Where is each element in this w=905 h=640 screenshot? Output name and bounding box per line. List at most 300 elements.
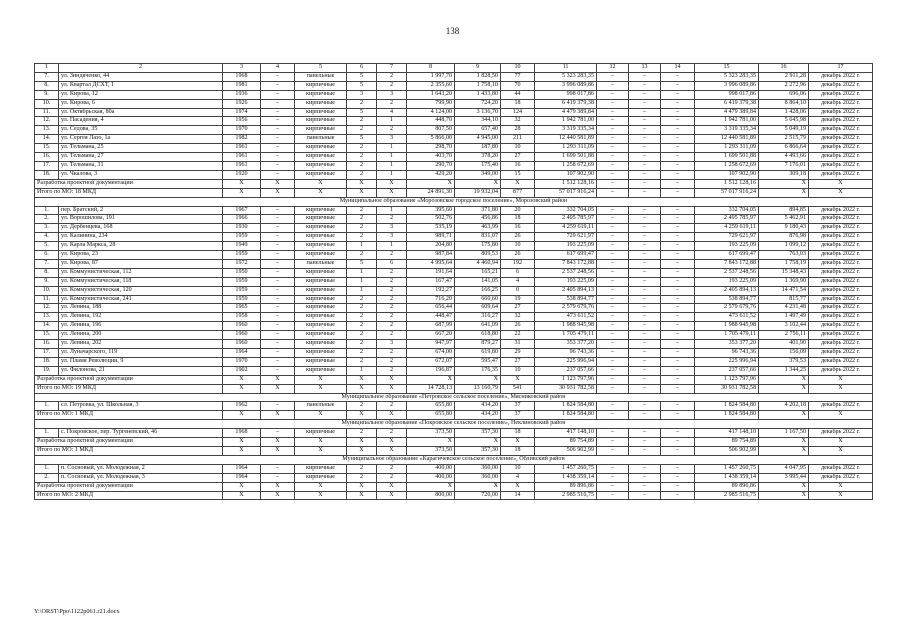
design-docs-row [35,482,873,491]
table-cell: 360,00 [455,473,501,482]
table-cell: X [261,384,295,393]
table-cell: 1 099,12 [759,242,809,251]
table-cell: – [597,295,629,304]
table-cell: 729 621,97 [535,233,597,242]
table-row [35,259,873,268]
table-cell: 1902 [223,366,261,375]
table-cell: ул. Кирова, 6 [59,99,223,108]
table-cell: 2 [377,429,407,438]
table-cell: декабрь 2022 г. [809,242,873,251]
table-cell: – [261,473,295,482]
table-cell: – [661,277,695,286]
table-cell: 2 537 248,56 [695,268,759,277]
table-cell: 19 932,04 [455,188,501,197]
subtotal-row [35,491,873,500]
table-cell: 1 699 501,88 [535,153,597,162]
table-cell: 17. [35,349,59,358]
table-cell: 2 [347,349,377,358]
table-cell: – [261,242,295,251]
table-cell: X [347,179,377,188]
table-cell: ул. Ленина, 188 [59,304,223,313]
table-row [35,251,873,260]
table-cell: 400,00 [407,464,455,473]
table-cell: 1961 [223,161,261,170]
table-cell: Итого по МО: 18 МКД [35,188,223,197]
table-cell: 31 [501,340,535,349]
table-cell: – [661,366,695,375]
table-cell: 298,70 [407,144,455,153]
table-cell: 2 [377,215,407,224]
table-cell: X [223,491,261,500]
table-cell: X [809,411,873,420]
table-cell: – [661,99,695,108]
table-cell: 2 [347,170,377,179]
table-cell: 401,90 [759,340,809,349]
table-cell: 2 [347,313,377,322]
table-cell: X [377,188,407,197]
table-cell: 349,00 [455,170,501,179]
table-cell: 1970 [223,357,261,366]
table-cell: кирпичные [295,206,347,215]
table-cell: 10 [501,144,535,153]
table-cell: – [261,233,295,242]
table-cell: 4 945,00 [455,135,501,144]
table-cell: 417 148,10 [695,429,759,438]
table-cell: 8. [35,268,59,277]
table-cell: 1960 [223,340,261,349]
table-cell: 17. [35,161,59,170]
table-cell: 687,99 [407,322,455,331]
table-cell: Разработка проектной документации [35,179,223,188]
table-cell: ул. Пасадения, 4 [59,117,223,126]
table-cell: – [629,277,661,286]
table-cell: 30 931 782,58 [535,384,597,393]
table-row [35,295,873,304]
table-cell: – [261,340,295,349]
page-number: 138 [445,26,460,36]
table-cell: 5 866,00 [407,135,455,144]
table-cell: 2 [377,277,407,286]
table-cell: декабрь 2022 г. [809,108,873,117]
table-cell: X [809,384,873,393]
table-cell: декабрь 2022 г. [809,357,873,366]
table-cell: ул. Тельмана, 31 [59,161,223,170]
table-cell: 403,70 [407,153,455,162]
table-cell: 2 [377,402,407,411]
table-cell: кирпичные [295,268,347,277]
table-cell: ул. Тельмана, 27 [59,153,223,162]
table-cell: 13 160,79 [455,384,501,393]
table-cell: 655,80 [407,402,455,411]
table-cell: – [597,135,629,144]
table-cell: декабрь 2022 г. [809,313,873,322]
table-cell: – [629,72,661,81]
table-cell: 2 [347,206,377,215]
table-cell: Муниципальное образование «Покровское сельское поселение», Неклиновский район [35,420,873,429]
table-cell: 4 259 619,11 [535,224,597,233]
table-cell: Разработка проектной документации [35,438,223,447]
table-cell: декабрь 2022 г. [809,295,873,304]
table-cell: 1956 [223,117,261,126]
table-cell: – [261,99,295,108]
table-cell: 15 348,43 [759,268,809,277]
table-cell: – [661,153,695,162]
table-cell: кирпичные [295,99,347,108]
column-number-row [35,64,873,73]
table-cell: ул. Зиндяченко, 44 [59,72,223,81]
table-cell: 4 259 619,11 [695,224,759,233]
table-cell: кирпичные [295,304,347,313]
table-cell: – [597,215,629,224]
table-cell: 987,84 [407,251,455,260]
table-cell: 89 896,86 [535,482,597,491]
table-cell: – [597,429,629,438]
table-cell: 211 [501,135,535,144]
table-cell: 14. [35,135,59,144]
table-cell: – [597,144,629,153]
table-cell: 2 495 785,97 [535,215,597,224]
table-cell: – [629,90,661,99]
table-cell: 13 [629,64,661,73]
table-cell: 609,64 [455,304,501,313]
table-cell: 1959 [223,251,261,260]
table-cell: 1 457 260,75 [695,464,759,473]
table-cell: – [661,242,695,251]
table-cell: – [597,304,629,313]
table-cell: – [629,295,661,304]
table-cell: – [629,126,661,135]
table-cell: 1 [377,206,407,215]
table-cell: – [261,286,295,295]
table-cell: – [629,322,661,331]
table-cell: 1 [347,277,377,286]
table-cell: 800,00 [407,491,455,500]
table-cell: X [347,438,377,447]
table-row [35,90,873,99]
table-cell: кирпичные [295,429,347,438]
table-row [35,117,873,126]
table-cell: – [597,117,629,126]
table-cell: 1 512 128,16 [535,179,597,188]
table-cell: 13. [35,126,59,135]
table-cell: 5 [347,135,377,144]
table-cell: 5 323 283,35 [535,72,597,81]
table-cell: 1 428,06 [759,108,809,117]
table-cell: 332 704,05 [695,206,759,215]
table-cell: 2 579 679,76 [695,304,759,313]
table-cell: 8. [35,81,59,90]
table-cell: ул. Квартал ДСХТ, 1 [59,81,223,90]
table-cell: 463,99 [455,224,501,233]
table-cell: 167,47 [407,277,455,286]
table-cell: 8 [407,64,455,73]
table-cell: – [629,491,661,500]
table-cell: 538 894,77 [695,295,759,304]
table-cell: – [661,161,695,170]
table-cell: X [759,179,809,188]
table-cell: 7 843 172,88 [535,259,597,268]
table-cell: 10 [501,242,535,251]
table-cell: – [629,153,661,162]
table-cell: 2 985 516,75 [535,491,597,500]
table-cell: 1 699 501,88 [695,153,759,162]
table-cell: 655,80 [407,411,455,420]
table-cell: – [661,313,695,322]
table-cell: кирпичные [295,161,347,170]
table-cell: 947,97 [407,340,455,349]
table-cell: декабрь 2022 г. [809,153,873,162]
table-cell: 18 [501,429,535,438]
table-cell: X [501,438,535,447]
table-cell: декабрь 2022 г. [809,215,873,224]
table-cell: 4 047,95 [759,464,809,473]
table-cell: – [661,349,695,358]
table-row [35,357,873,366]
subtotal-row [35,384,873,393]
table-cell: Муниципальное образование «Петровское сельское поселение», Мясниковский район [35,393,873,402]
table-cell: 2 [347,429,377,438]
table-cell: – [597,90,629,99]
table-cell: – [629,375,661,384]
table-cell: 225 996,94 [535,357,597,366]
table-cell: X [501,375,535,384]
table-cell: – [629,81,661,90]
table-cell: 1 824 584,80 [695,411,759,420]
table-cell: 196,87 [407,366,455,375]
table-cell: – [629,268,661,277]
table-cell: 237 057,66 [695,366,759,375]
table-cell: – [597,206,629,215]
table-cell: 5 [347,108,377,117]
table-cell: 191,64 [407,268,455,277]
table-cell: 1 258 672,69 [695,161,759,170]
table-cell: – [261,366,295,375]
table-cell: 309,18 [759,170,809,179]
table-cell: кирпичные [295,251,347,260]
table-cell: 541 [501,384,535,393]
table-row [35,135,873,144]
table-cell: декабрь 2022 г. [809,429,873,438]
table-cell: ул. Ленина, 202 [59,340,223,349]
table-cell: – [661,322,695,331]
table-cell: – [661,215,695,224]
table-cell: – [261,295,295,304]
table-cell: 1 344,25 [759,366,809,375]
table-cell: X [455,179,501,188]
table-cell: – [597,251,629,260]
table-cell: – [629,224,661,233]
table-row [35,464,873,473]
table-cell: 15. [35,331,59,340]
table-cell: – [629,438,661,447]
table-cell: 175,40 [455,161,501,170]
table-cell: – [629,482,661,491]
table-cell: X [223,384,261,393]
table-cell: – [261,322,295,331]
table-row [35,206,873,215]
table-cell: 998 017,86 [695,90,759,99]
table-row [35,473,873,482]
table-cell: 1958 [223,313,261,322]
table-cell: кирпичные [295,366,347,375]
repair-program-table [34,63,873,500]
table-cell: 2 [347,357,377,366]
table-cell: 1 [35,64,59,73]
table-cell: 9. [35,277,59,286]
table-cell: 18 [501,99,535,108]
table-cell: 22 [501,331,535,340]
table-cell: – [261,135,295,144]
table-cell: 1 123 797,96 [695,375,759,384]
table-cell: – [661,108,695,117]
table-cell: – [661,491,695,500]
table-cell: X [455,438,501,447]
table-cell: 193 225,09 [695,277,759,286]
table-cell: Муниципальное образование «Морозовское городское поселение», Морозовский район [35,197,873,206]
table-cell: – [597,313,629,322]
table-cell: 37 [501,411,535,420]
table-cell: 27 [501,304,535,313]
table-cell: 2 [377,99,407,108]
table-cell: 7 [377,64,407,73]
table-cell: ул. Пламя Революции, 9 [59,357,223,366]
table-cell: – [661,251,695,260]
table-cell: 6 [501,268,535,277]
table-cell: 877 [501,188,535,197]
table-cell: – [629,215,661,224]
table-cell: 3 996 089,86 [535,81,597,90]
table-cell: 332 704,05 [535,206,597,215]
table-cell: – [597,188,629,197]
table-cell: 18. [35,357,59,366]
table-cell: X [407,438,455,447]
table-cell: 660,60 [455,295,501,304]
table-cell: ул. Карла Маркса, 28 [59,242,223,251]
table-cell: 1 [377,170,407,179]
table-cell: кирпичные [295,473,347,482]
table-cell: 1 824 584,80 [695,402,759,411]
table-cell: 1964 [223,349,261,358]
table-cell: 5 [295,64,347,73]
table-cell: 1 [377,153,407,162]
table-cell: Итого по МО: 19 МКД [35,384,223,393]
table-cell: 166,25 [455,286,501,295]
table-cell: декабрь 2022 г. [809,349,873,358]
design-docs-row [35,438,873,447]
table-cell: 237 057,66 [535,366,597,375]
table-cell: – [629,108,661,117]
table-cell: 10 [501,64,535,73]
table-cell: 12 440 581,89 [695,135,759,144]
table-cell: – [597,322,629,331]
table-cell: 429,20 [407,170,455,179]
table-cell: – [629,286,661,295]
table-cell: 28 [501,126,535,135]
table-cell: 4. [35,233,59,242]
table-row [35,313,873,322]
table-cell: 720,00 [455,491,501,500]
table-cell: 14. [35,322,59,331]
table-cell: X [377,446,407,455]
table-cell: 360,00 [455,464,501,473]
table-cell: – [661,384,695,393]
table-cell: – [597,170,629,179]
table-cell: 5 [347,72,377,81]
table-cell: – [629,170,661,179]
table-cell: 18. [35,170,59,179]
table-cell: ул. Коммунистическая, 112 [59,268,223,277]
table-cell: панельные [295,259,347,268]
table-cell: 2 [377,331,407,340]
design-docs-row [35,179,873,188]
table-cell: – [661,375,695,384]
table-cell: 1 [347,242,377,251]
table-cell: – [629,402,661,411]
table-cell: 1968 [223,429,261,438]
table-cell: – [661,259,695,268]
table-cell: 3 [377,135,407,144]
table-cell: декабрь 2022 г. [809,90,873,99]
table-cell: – [661,206,695,215]
table-cell: 2 [347,144,377,153]
table-cell: 4 [261,64,295,73]
table-cell: ул. Дербенцева, 168 [59,224,223,233]
table-cell: – [597,242,629,251]
table-cell: 2 405 894,13 [535,286,597,295]
table-cell: – [261,81,295,90]
table-row [35,224,873,233]
table-cell: 2 [377,268,407,277]
table-cell: ул. Калинина, 234 [59,233,223,242]
table-cell: X [759,482,809,491]
table-cell: X [407,482,455,491]
table-cell: 1959 [223,286,261,295]
table-cell: ул. Октябрьская, 80а [59,108,223,117]
table-cell: 1 497,49 [759,313,809,322]
table-cell: пер. Братский, 2 [59,206,223,215]
table-cell: 1 [347,268,377,277]
table-cell: 3 [377,340,407,349]
table-cell: – [629,384,661,393]
table-cell: – [629,446,661,455]
table-cell: 1959 [223,233,261,242]
table-cell: – [597,179,629,188]
table-cell: 1 828,50 [455,72,501,81]
table-cell: – [629,366,661,375]
table-cell: 124 [501,108,535,117]
table-cell: 3 102,44 [759,322,809,331]
table-cell: 1 758,19 [759,259,809,268]
table-cell: 831,07 [455,233,501,242]
table-cell: 1 824 584,80 [535,411,597,420]
table-cell: 193 225,09 [535,242,597,251]
table-cell: 3 [223,64,261,73]
table-cell: – [629,188,661,197]
table-cell: 3 [377,90,407,99]
table-cell: – [629,233,661,242]
table-cell: X [261,482,295,491]
table-cell: 96 743,36 [535,349,597,358]
table-cell: 12. [35,304,59,313]
table-row [35,331,873,340]
table-cell: 998 017,86 [535,90,597,99]
table-cell: – [629,331,661,340]
table-cell: 6 [377,259,407,268]
table-cell: X [501,179,535,188]
table-cell: X [407,375,455,384]
table-cell: 815,77 [759,295,809,304]
table-cell: – [629,99,661,108]
